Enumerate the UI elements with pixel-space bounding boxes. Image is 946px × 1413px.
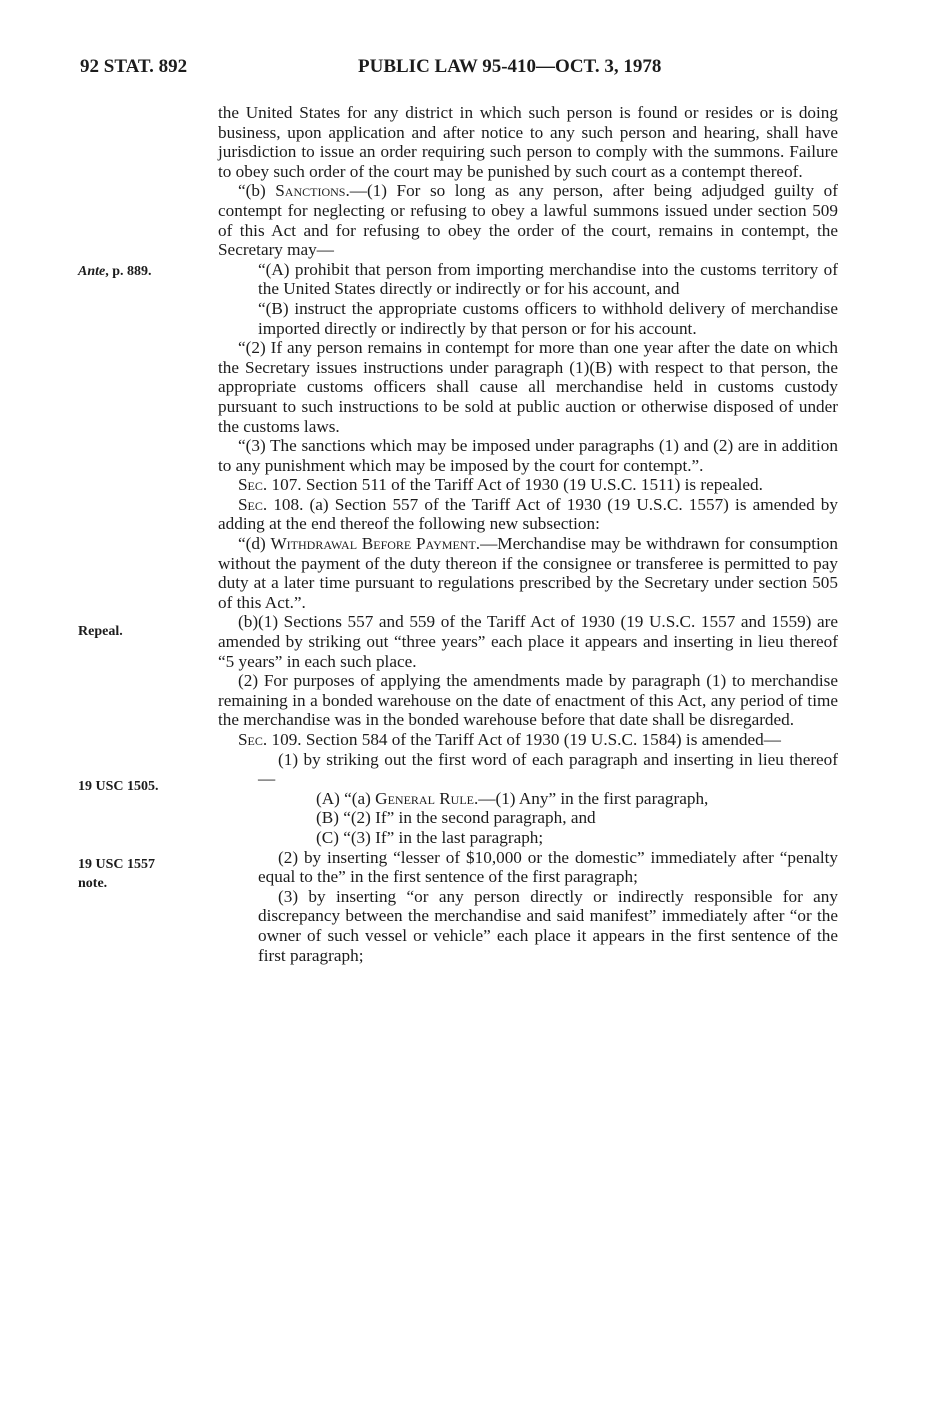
heading-withdrawal: Withdrawal Before Payment bbox=[270, 534, 476, 554]
body-text bbox=[218, 103, 838, 965]
paragraph-3: “(3) The sanctions which may be imposed under paragraphs (1) and (2) are in addition to any punishment which may be imposed by the court for contempt.”. bbox=[218, 436, 838, 475]
running-title: PUBLIC LAW 95-410—OCT. 3, 1978 bbox=[358, 56, 662, 77]
item-3: (3) by inserting “or any person directly or indirectly responsible for any discrepancy between the merchandise and said manifest” immediately after “or the owner of such vessel or vehicle” each place it appears in the first sentence of the first paragraph; bbox=[258, 886, 838, 965]
section-108: Sec. 108. (a) Section 557 of the Tariff Act of 1930 (19 U.S.C. 1557) is amended by adding at the end thereof the following new subsection: bbox=[218, 494, 838, 534]
item-1: (1) by striking out the first word of each paragraph and inserting in lieu thereof— bbox=[258, 749, 838, 789]
item-1-a: (A) “(a) General Rule.—(1) Any” in the first paragraph, bbox=[316, 788, 709, 808]
margin-note-usc-1557: 19 USC 1557 note. bbox=[78, 857, 156, 891]
paragraph-2: “(2) If any person remains in contempt for more than one year after the date on which the Secretary issues instructions under paragraph (1)(B) with respect to that person, the appropriate customs officers shall cause all merchandise held in customs custody pursuant to such instructions to be sold at public auction or otherwise disposed of under the customs laws. bbox=[218, 338, 838, 436]
paragraph-sanctions: “(b) Sanctions.—(1) For so long as any person, after being adjudged guilty of contempt for neglecting or refusing to obey a lawful summons issued under section 509 of this Act and for refusing to obey the order of the court, remains in contempt, the Secretary may— bbox=[218, 181, 838, 260]
margin-note-ante: Ante, p. 889. bbox=[78, 264, 152, 279]
margin-note-usc-1505: 19 USC 1505. bbox=[78, 779, 159, 794]
item-1-b: (B) “(2) If” in the second paragraph, and bbox=[316, 808, 596, 828]
clause-b: “(B) instruct the appropriate customs officers to withhold delivery of merchandise imported directly or indirectly by that person or for his account. bbox=[258, 298, 838, 338]
item-2: (2) by inserting “lesser of $10,000 or the domestic” immediately after “penalty equal to the” in the first sentence of the first paragraph; bbox=[258, 847, 838, 887]
page-header bbox=[0, 56, 946, 86]
section-109: Sec. 109. Section 584 of the Tariff Act of 1930 (19 U.S.C. 1584) is amended— bbox=[238, 730, 781, 749]
section-107: Sec. 107. Section 511 of the Tariff Act of 1930 (19 U.S.C. 1511) is repealed. bbox=[238, 475, 763, 495]
heading-sanctions: Sanctions bbox=[275, 181, 346, 201]
subsection-d: “(d) Withdrawal Before Payment.—Merchandise may be withdrawn for consumption without the payment of the duty thereon if the consignee or transferee is permitted to pay duty at a later time pursuant to regulations prescribed by the Secretary under section 505 of this Act.”. bbox=[218, 534, 838, 612]
subsection-b-1: (b)(1) Sections 557 and 559 of the Tariff Act of 1930 (19 U.S.C. 1557 and 1559) are amended by striking out “three years” each place it appears and inserting in lieu thereof “5 years” in each such place. bbox=[218, 612, 838, 671]
margin-note-repeal: Repeal. bbox=[78, 624, 123, 639]
statute-page-number: 92 STAT. 892 bbox=[80, 56, 188, 77]
subsection-b-2: (2) For purposes of applying the amendments made by paragraph (1) to merchandise remaining in a bonded warehouse on the date of enactment of this Act, any period of time the merchandise was in the bonded warehouse before that date shall be disregarded. bbox=[218, 671, 838, 730]
paragraph-continuation: the United States for any district in which such person is found or resides or is doing business, upon application and after notice to any such person and hearing, shall have jurisdiction to issue an order requiring such person to comply with the summons. Failure to obey such order of the court may be punished by such court as a contempt thereof. bbox=[218, 103, 838, 181]
item-1-c: (C) “(3) If” in the last paragraph; bbox=[316, 827, 544, 847]
clause-a: “(A) prohibit that person from importing merchandise into the customs territory of the United States directly or indirectly or for his account, and bbox=[258, 259, 838, 299]
